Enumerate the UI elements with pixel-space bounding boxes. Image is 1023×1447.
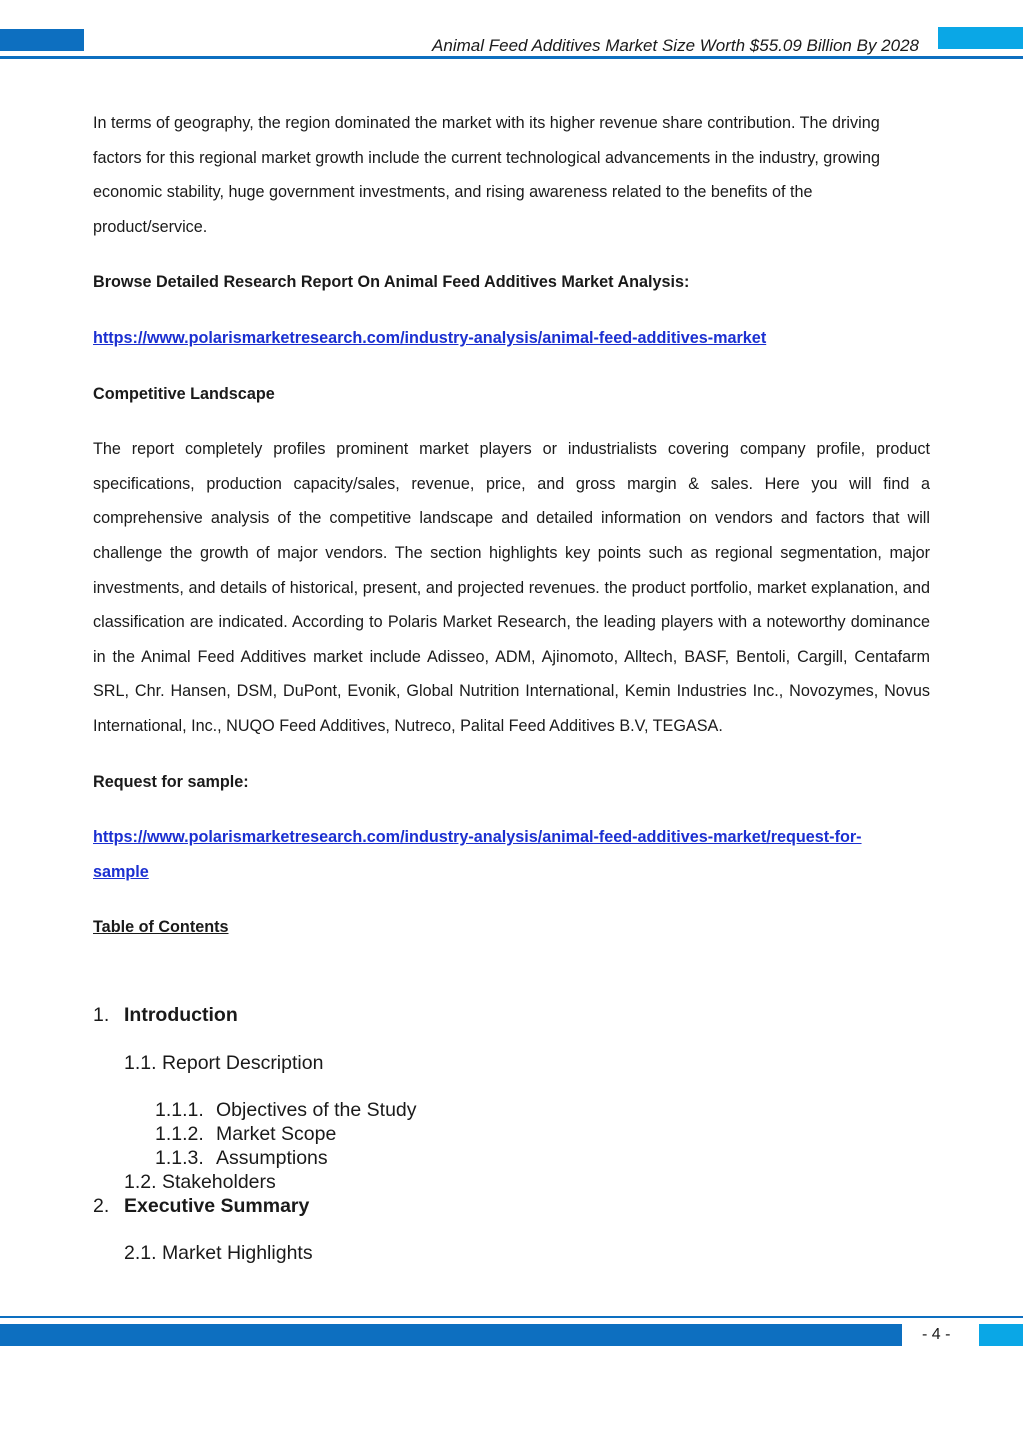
toc-item-1-number: 1. — [93, 1004, 110, 1026]
geography-paragraph: In terms of geography, the region dominated the market with its higher revenue share contribution. The driving factors for this regional market growth include the current technological advancements in the industry, growing economic stability, huge government investments, and rising awareness related to the benefits of the product/service. — [93, 114, 880, 236]
header-left-bar — [0, 29, 84, 51]
toc-item-1-1-1 — [155, 1099, 417, 1122]
toc-heading: Table of Contents — [93, 918, 229, 937]
page-content — [93, 106, 930, 945]
toc-item-2-number: 2. — [93, 1195, 110, 1217]
header-title: Animal Feed Additives Market Size Worth $55.09 Billion By 2028 — [432, 36, 919, 55]
toc-item-1-1-3-label: Assumptions — [216, 1147, 328, 1169]
toc-item-2-label: Executive Summary — [124, 1195, 310, 1217]
browse-heading: Browse Detailed Research Report On Animal Feed Additives Market Analysis: — [93, 273, 690, 292]
header-right-bar — [938, 27, 1023, 49]
competitive-landscape-heading: Competitive Landscape — [93, 384, 275, 403]
toc-item-2 — [93, 1195, 310, 1218]
browse-report-link[interactable]: https://www.polarismarketresearch.com/industry-analysis/animal-feed-additives-market — [93, 328, 767, 347]
toc-item-1-1-2 — [155, 1123, 337, 1146]
toc-item-1-1-2-label: Market Scope — [216, 1123, 337, 1145]
footer-rule — [0, 1316, 1023, 1318]
toc-item-2-1: 2.1. Market Highlights — [124, 1242, 313, 1264]
request-sample-link[interactable] — [93, 820, 930, 889]
competitive-paragraph: The report completely profiles prominent market players or industrialists covering company profile, product specifications, production capacity/sales, revenue, price, and gross margin & sales. Here you will find a comprehensive analysis of the competitive landscape and detailed information on vendors and factors that will challenge the growth of major vendors. The section highlights key points such as regional segmentation, major investments, and details of historical, present, and projected revenues. the product portfolio, market explanation, and classification are indicated. According to Polaris Market Research, the leading players with a noteworthy dominance in the Animal Feed Additives market include Adisseo, ADM, Ajinomoto, Alltech, BASF, Bentoli, Cargill, Centafarm SRL, Chr. Hansen, DSM, DuPont, Evonik, Global Nutrition International, Kemin Industries Inc., Novozymes, Novus International, Inc., NUQO Feed Additives, Nutreco, Palital Feed Additives B.V, TEGASA. — [93, 440, 930, 735]
footer-right-bar — [979, 1324, 1023, 1346]
toc-item-1-1: 1.1. Report Description — [124, 1052, 324, 1074]
toc-item-1-1-3 — [155, 1147, 328, 1170]
request-sample-heading: Request for sample: — [93, 772, 249, 791]
footer-left-bar — [0, 1324, 902, 1346]
toc-item-1-1-1-number: 1.1.1. — [155, 1099, 204, 1121]
request-sample-link-line2[interactable]: sample — [93, 862, 149, 881]
page-number: - 4 - — [922, 1326, 951, 1343]
header-rule — [0, 56, 1023, 59]
toc-item-1-1-1-label: Objectives of the Study — [216, 1099, 417, 1121]
toc-item-1-1-2-number: 1.1.2. — [155, 1123, 204, 1145]
toc-item-1-1-3-number: 1.1.3. — [155, 1147, 204, 1169]
toc-item-1-2: 1.2. Stakeholders — [124, 1171, 276, 1193]
request-sample-link-line1[interactable]: https://www.polarismarketresearch.com/industry-analysis/animal-feed-additives-market/request-for- — [93, 828, 862, 847]
toc-item-1-label: Introduction — [124, 1004, 238, 1026]
toc-item-1 — [93, 1004, 238, 1027]
